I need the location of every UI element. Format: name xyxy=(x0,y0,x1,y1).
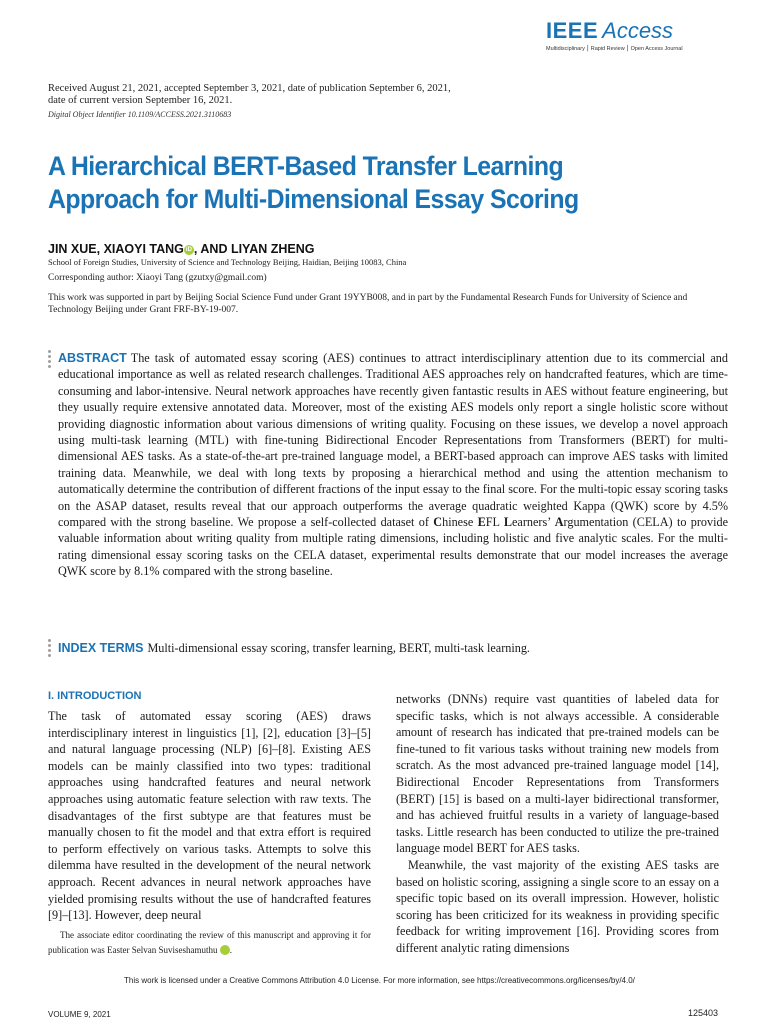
abstract-bold-a: A xyxy=(554,515,564,530)
abstract-text-4: earners’ xyxy=(512,515,555,530)
doi: Digital Object Identifier 10.1109/ACCESS.2021.3110683 xyxy=(48,110,232,119)
index-terms-label: INDEX TERMS xyxy=(58,641,144,655)
paper-title xyxy=(48,150,637,216)
volume-label: VOLUME 9, 2021 xyxy=(48,1010,111,1019)
abstract-dots-icon xyxy=(48,350,51,370)
affiliation: School of Foreign Studies, University of Science and Technology Beijing, Haidian, Beijing 10083, China xyxy=(48,257,407,267)
intro-column-2 xyxy=(396,691,719,957)
author-names-b: , AND LIYAN ZHENG xyxy=(193,242,315,256)
abstract-text-2: hinese xyxy=(442,515,478,530)
logo-tagline: Multidisciplinary ⎮ Rapid Review ⎮ Open Access Journal xyxy=(546,46,683,52)
footnote xyxy=(48,928,371,958)
intro-column-1: The task of automated essay scoring (AES) draws interdisciplinary interest in linguistics [1], [2], education [3]–[5] and natural language processing (NLP) [6]–[8]. Existing AES models can be mainly classified into two types: traditional approaches using handcrafted features and neural network approaches using automatic feature selection with raw texts. The disadvantages of the first subtype are that features must be manually chosen to fit the model and that extra effort is required to perform effectively on various tasks. Attempts to solve this dilemma have resulted in the development of the neural network approach. Recent advances in neural network approaches have yielded promising results without the use of handcrafted features [9]–[13]. However, deep neural xyxy=(48,709,371,923)
current-version-date: date of current version September 16, 2021. xyxy=(48,95,233,106)
logo-wordmark xyxy=(546,18,716,44)
corresponding-author: Corresponding author: Xiaoyi Tang (gzutxy@gmail.com) xyxy=(48,273,267,283)
section-heading-introduction: I. INTRODUCTION xyxy=(48,690,142,702)
funding-note: This work was supported in part by Beijing Social Science Fund under Grant 19YYB008, and in part by the Fundamental Research Funds for University of Science and Technology Beijing under Grant FRF-BY-19-007. xyxy=(48,293,688,315)
abstract-text-1: The task of automated essay scoring (AES) continues to attract interdisciplinary attention due to its commercial and educational importance as well as related research challenges. Traditional AES approaches rely on handcrafted features, which are time-consuming and labor-intensive. Neural network approaches have recently given fantastic results in AES without feature engineering, but they usually require extensive annotated data. Moreover, most of the existing AES models only report a single holistic score without providing diagnostic information about various dimensions of writing quality. Focusing on these issues, we develop a novel approach using multi-task learning (MTL) with fine-tuning Bidirectional Encoder Representations from Transformers (BERT) for multi-dimensional AES tasks. As a state-of-the-art pre-trained language model, a BERT-based approach can improve AES tasks with limited training data. Meanwhile, we deal with long texts by proposing a hierarchical method and using the attention mechanism to automatically determine the contribution of different fractions of the input essay to the final score. For the multi-topic essay scoring tasks on the ASAP dataset, results reveal that our approach outperforms the average quadratic weighted Kappa (QWK) score by 4.5% compared with the strong baseline. We propose a self-collected dataset of xyxy=(58,351,728,530)
editor-orcid-icon[interactable]: iD xyxy=(220,945,230,955)
received-dates: Received August 21, 2021, accepted September 3, 2021, date of publication September 6, 2021, xyxy=(48,83,451,94)
footnote-text: The associate editor coordinating the review of this manuscript and approving it for publication was Easter Selvan Suviseshamuthu xyxy=(48,930,371,955)
title-line-2: Approach for Multi-Dimensional Essay Scoring xyxy=(48,184,579,214)
abstract-bold-c: C xyxy=(433,515,443,530)
author-names-a: JIN XUE, XIAOYI TANG xyxy=(48,242,184,256)
footnote-end: . xyxy=(229,945,232,955)
index-terms-text: Multi-dimensional essay scoring, transfer learning, BERT, multi-task learning. xyxy=(147,641,530,655)
abstract-bold-l: L xyxy=(503,515,513,530)
logo-ieee: IEEE xyxy=(546,18,599,43)
abstract-text-3: FL xyxy=(485,515,504,530)
intro-col2-para-1: networks (DNNs) require vast quantities of labeled data for specific tasks, which is not always accessible. A considerable amount of research has indicated that pre-trained models can be fine-tuned to fit various tasks without training new models from scratch. As the most advanced pre-trained language model [14], Bidirectional Encoder Representations from Transformers (BERT) [15] is based on a multi-layer bidirectional transformer, and has achieved fruitful results in a variety of language-based tasks. Little research has been conducted to utilize the pre-trained language model BERT for AES tasks. xyxy=(396,692,719,856)
abstract-text-5: rgumentation (CELA) to provide valuable information about writing quality from multiple rating dimensions, including holistic and five analytic scales. For the multi-rating dimensional essay scoring tasks on the CELA dataset, experimental results demonstrate that our model increases the average QWK score by 8.1% compared with the strong baseline. xyxy=(58,515,729,579)
journal-logo xyxy=(546,18,716,52)
abstract-bold-e: E xyxy=(477,515,486,530)
authors xyxy=(48,242,315,256)
logo-access: Access xyxy=(602,18,674,43)
title-line-1: A Hierarchical BERT-Based Transfer Learning xyxy=(48,151,564,181)
orcid-icon[interactable]: iD xyxy=(185,247,192,253)
index-terms xyxy=(58,640,728,656)
license-note: This work is licensed under a Creative Commons Attribution 4.0 License. For more information, see https://creativecommons.org/licenses/by/4.0/ xyxy=(124,976,635,985)
index-terms-dots-icon xyxy=(48,639,51,659)
abstract xyxy=(58,350,728,580)
intro-col2-para-2: Meanwhile, the vast majority of the existing AES tasks are based on holistic scoring, assigning a single score to an essay on a specific topic based on its overall impression. However, holistic scoring has been criticized for its weakness in providing specific feedback for writing improvement [16]. Providing scores from different analytic rating dimensions xyxy=(396,857,719,955)
abstract-label: ABSTRACT xyxy=(58,351,127,365)
page-number: 125403 xyxy=(687,1008,718,1018)
